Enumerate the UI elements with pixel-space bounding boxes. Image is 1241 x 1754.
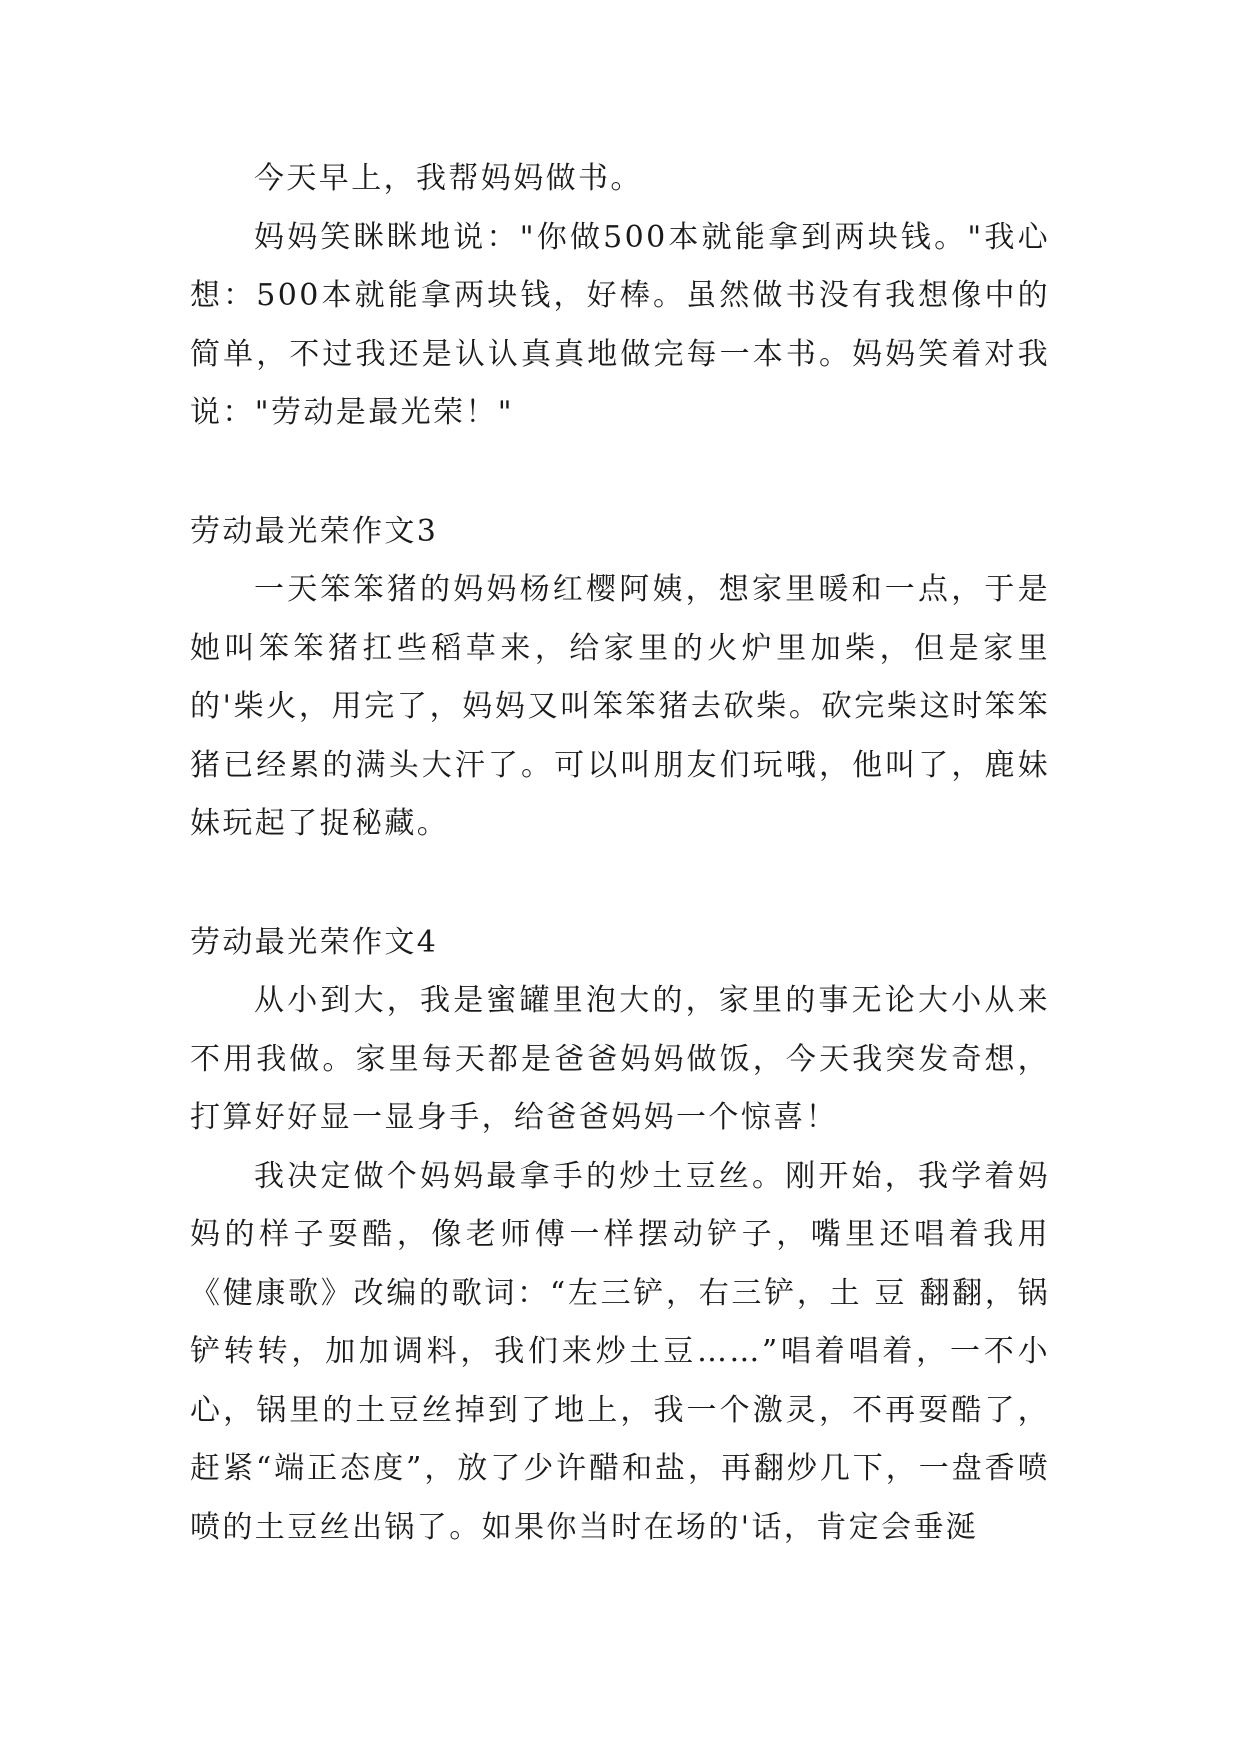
paragraph: 从小到大，我是蜜罐里泡大的，家里的事无论大小从来不用我做。家里每天都是爸爸妈妈做饭，今天我突发奇想，打算好好显一显身手，给爸爸妈妈一个惊喜！ [190, 983, 1050, 1135]
paragraph: 妈妈笑眯眯地说："你做500本就能拿到两块钱。"我心想：500本就能拿两块钱，好棒。虽然做书没有我想像中的简单，不过我还是认认真真地做完每一本书。妈妈笑着对我说："劳动是最光荣！" [190, 219, 1050, 430]
section-heading: 劳动最光荣作文4 [190, 924, 439, 960]
paragraph: 今天早上，我帮妈妈做书。 [254, 161, 643, 196]
section-spacer [190, 443, 1050, 503]
section-heading: 劳动最光荣作文3 [190, 513, 439, 549]
document-page [190, 150, 1050, 1557]
paragraph: 一天笨笨猪的妈妈杨红樱阿姨，想家里暖和一点，于是她叫笨笨猪扛些稻草来，给家里的火炉里加柴，但是家里的'柴火，用完了，妈妈又叫笨笨猪去砍柴。砍完柴这时笨笨猪已经累的满头大汗了。可以叫朋友们玩哦，他叫了，鹿妹妹玩起了捉秘藏。 [190, 572, 1050, 841]
section-spacer [190, 854, 1050, 914]
paragraph: 我决定做个妈妈最拿手的炒土豆丝。刚开始，我学着妈妈的样子耍酷，像老师傅一样摆动铲子，嘴里还唱着我用《健康歌》改编的歌词：“左三铲，右三铲，土 豆 翻翻，锅铲转转，加加调料，我们来炒土豆……”唱着唱着，一不小心，锅里的土豆丝掉到了地上，我一个激灵，不再耍酷了，赶紧“端正态度”，放了少许醋和盐，再翻炒几下，一盘香喷喷的土豆丝出锅了。如果你当时在场的'话，肯定会垂涎 [190, 1158, 1050, 1545]
